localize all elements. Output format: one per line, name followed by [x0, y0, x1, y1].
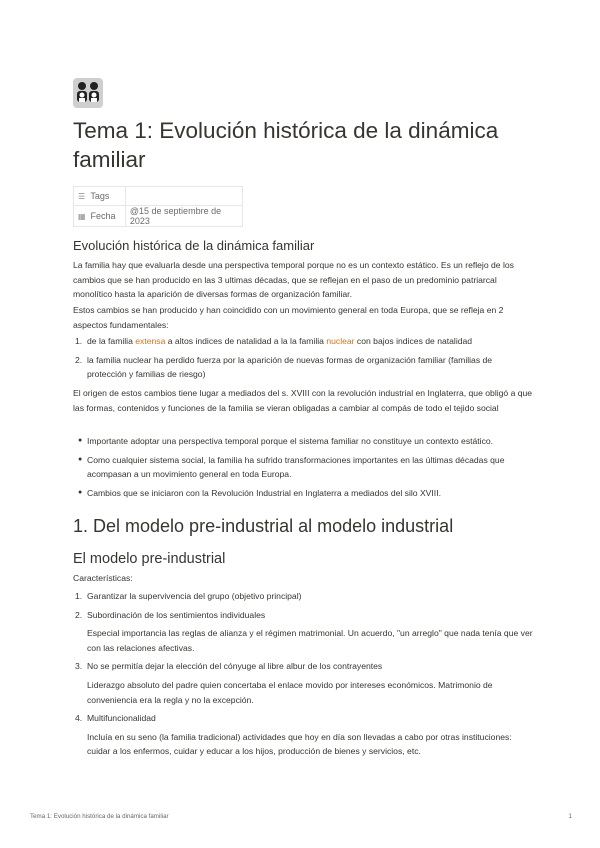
- bullet-icon: ●: [78, 437, 83, 444]
- list-item: 2. la familia nuclear ha perdido fuerza por la aparición de nuevas formas de organización familiar (familias de protección y familias de riesgo): [75, 354, 493, 380]
- calendar-icon: ▦: [78, 212, 86, 221]
- bullet-list: [73, 434, 533, 500]
- section-heading: 1. Del modelo pre-industrial al modelo industrial: [73, 516, 454, 536]
- list-icon: ☰: [78, 192, 86, 201]
- list-item: 1. Garantizar la supervivencia del grupo (objetivo principal): [75, 591, 302, 601]
- list-item: 4. Multifuncionalidad Incluía en su seno (la familia tradicional) actividades que hoy en día son llevadas a cabo por otras instituciones: cuidar a los enfermos, cuidar y educar a los hijos, producción de bienes y servicios, etc.: [73, 711, 533, 759]
- family-emoji-icon: [73, 78, 103, 108]
- property-value[interactable]: [125, 187, 242, 206]
- page-footer: [30, 813, 572, 820]
- list-item-detail: Incluía en su seno (la familia tradicional) actividades que hoy en día son llevadas a cabo por otras instituciones: cuidar a los enfermos, cuidar y educar a los hijos, producción de bienes y servicios, etc.: [87, 731, 512, 757]
- property-row-fecha[interactable]: [74, 206, 243, 227]
- page-number: 1: [568, 813, 572, 820]
- property-value[interactable]: @15 de septiembre de 2023: [125, 206, 242, 227]
- paragraph: El origen de estos cambios tiene lugar a mediados del s. XVIII con la revolución industrial en Inglaterra, que obligó a que las formas, contenidos y funciones de la familia se vieran obligadas a cambiar al compás de todo el tejido social: [73, 388, 533, 413]
- list-item: 3. No se permitía dejar la elección del cónyuge al libre albur de los contrayentes Liderazgo absoluto del padre quien concertaba el enlace movido por intereses económicos. Matrimonio de conveniencia era la regla y no la excepción.: [73, 659, 533, 707]
- section-heading: Evolución histórica de la dinámica familiar: [73, 238, 315, 253]
- property-row-tags[interactable]: [74, 187, 243, 206]
- bullet-icon: ●: [78, 488, 83, 496]
- properties-table: [73, 186, 243, 227]
- footer-title: Tema 1: Evolución histórica de la dinámica familiar: [30, 813, 169, 820]
- numbered-list: [73, 589, 533, 759]
- list-item: 2. Subordinación de los sentimientos individuales Especial importancia las reglas de alianza y el régimen matrimonial. Un acuerdo, "un arreglo" que nada tenía que ver con las relaciones afectivas.: [73, 608, 533, 656]
- list-item: ● Como cualquier sistema social, la familia ha sufrido transformaciones importantes en las últimas décadas que acompasan a un movimiento general en toda Europa.: [78, 454, 505, 480]
- highlight-extensa: extensa: [135, 336, 166, 346]
- list-item: ● Cambios que se iniciaron con la Revolución Industrial en Inglaterra a mediados del silo XVIII.: [73, 486, 533, 501]
- list-item-detail: Liderazgo absoluto del padre quien concertaba el enlace movido por intereses económicos. Matrimonio de conveniencia era la regla y no la excepción.: [87, 679, 493, 705]
- property-key: Fecha: [90, 211, 116, 221]
- paragraph: La familia hay que evaluarla desde una perspectiva temporal porque no es un contexto estático. Es un reflejo de los cambios que se han producido en las 3 ultimas décadas, que se reflejan en el paso de un predominio patriarcal monolítico hasta la aparición de diversas formas de organización familiar.: [73, 260, 514, 300]
- bullet-icon: ●: [78, 455, 83, 463]
- list-item: 1. de la familia extensa a altos indices de natalidad a la la familia nuclear con bajos indices de natalidad: [75, 336, 473, 346]
- paragraph: Estos cambios se han producido y han coincidido con un movimiento general en toda Europa, que se refleja en 2 aspectos fundamentales:: [73, 305, 504, 330]
- numbered-list: [73, 334, 533, 382]
- label: Características:: [73, 573, 133, 583]
- subsection-heading: El modelo pre-industrial: [73, 551, 226, 567]
- list-item: ● Importante adoptar una perspectiva temporal porque el sistema familiar no constituye un contexto estático.: [73, 434, 533, 449]
- highlight-nuclear: nuclear: [326, 336, 355, 346]
- page-title: Tema 1: Evolución histórica de la dinámica familiar: [73, 118, 499, 172]
- list-item-detail: Especial importancia las reglas de alianza y el régimen matrimonial. Un acuerdo, "un arreglo" que nada tenía que ver con las relaciones afectivas.: [87, 628, 533, 653]
- property-key: Tags: [90, 191, 110, 201]
